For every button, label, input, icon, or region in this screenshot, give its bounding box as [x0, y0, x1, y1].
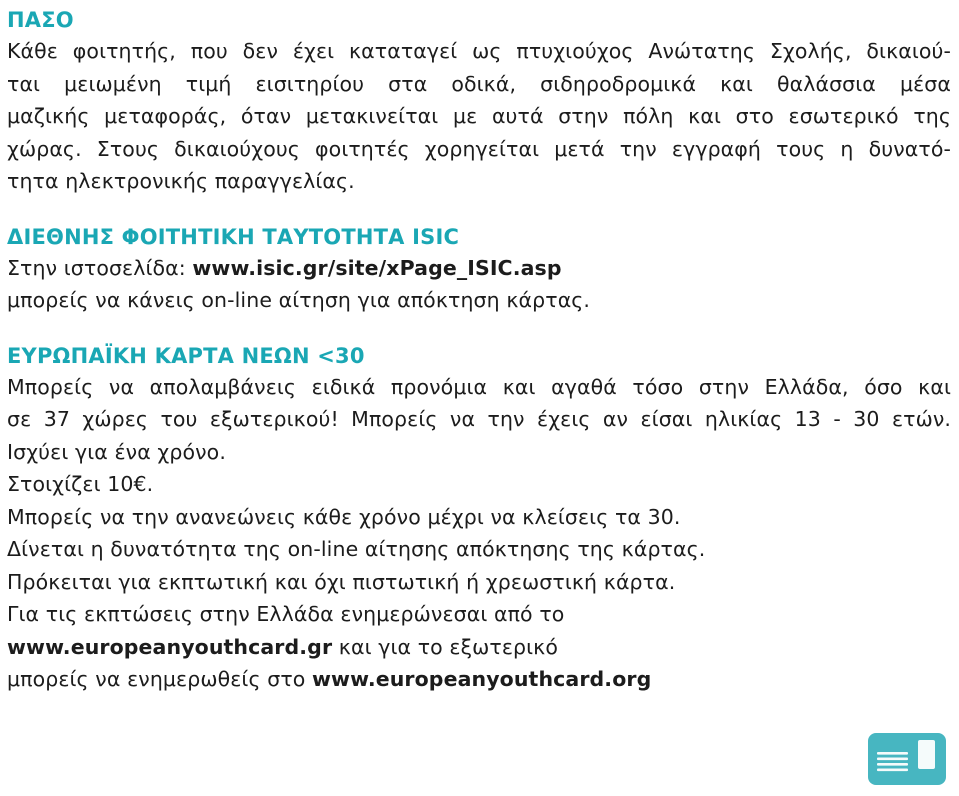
paragraph-line: Στοιχίζει 10€. — [7, 472, 154, 496]
eyc-url-gr-link[interactable]: www.europeanyouthcard.gr — [7, 634, 333, 659]
paragraph-line: σε 37 χώρες του εξωτερικού! Μπορείς να την έχεις αν είσαι ηλικίας 13 - 30 ετών. — [7, 407, 951, 431]
section-spacer — [7, 317, 951, 341]
section-paso — [7, 5, 951, 198]
paragraph-line: Πρόκειται για εκπτωτική και όχι πιστωτική ή χρεωστική κάρτα. — [7, 569, 676, 594]
section-isic — [7, 222, 951, 317]
paragraph-line: μαζικής μεταφοράς, όταν μετακινείται με αυτά στην πόλη και στο εσωτερικό της — [7, 104, 951, 128]
section-spacer — [7, 198, 951, 222]
eyc-url-org-line — [7, 663, 951, 696]
paragraph-line: χώρας. Στους δικαιούχους φοιτητές χορηγείται μετά την εγγραφή τους η δυνατό- — [7, 136, 951, 161]
eyc-before-url-org: μπορείς να ενημερωθείς στο — [7, 667, 313, 691]
id-card-icon — [868, 733, 946, 785]
isic-website-line — [7, 252, 951, 285]
eyc-url-org-link[interactable]: www.europeanyouthcard.org — [312, 667, 652, 691]
paragraph-line: μπορείς να κάνεις on-line αίτηση για απόκτηση κάρτας. — [7, 288, 591, 312]
paragraph-line: Ισχύει για ένα χρόνο. — [7, 439, 226, 464]
eyc-url-gr-line — [7, 631, 951, 664]
id-card-icon-graphic — [868, 733, 946, 785]
section-european-youth-card — [7, 341, 951, 696]
paragraph-line: ται μειωμένη τιμή εισιτηρίου στα οδικά, σιδηροδρομικά και θαλάσσια μέσα — [7, 71, 951, 96]
paragraph-line: Δίνεται η δυνατότητα της on-line αίτησης απόκτησης της κάρτας. — [7, 537, 706, 561]
isic-website-prefix: Στην ιστοσελίδα: — [7, 255, 193, 280]
isic-website-link[interactable]: www.isic.gr/site/xPage_ISIC.asp — [192, 255, 562, 280]
section-title-isic: ΔΙΕΘΝΗΣ ΦΟΙΤΗΤΙΚΗ ΤΑΥΤΟΤΗΤΑ ISIC — [7, 224, 460, 249]
section-title-european-youth-card: ΕΥΡΩΠΑΪΚΗ ΚΑΡΤΑ ΝΕΩΝ <30 — [7, 343, 365, 368]
section-title-paso: ΠΑΣΟ — [7, 8, 74, 32]
paragraph-line: Μπορείς να την ανανεώνεις κάθε χρόνο μέχρι να κλείσεις τα 30. — [7, 504, 681, 529]
paragraph-line: τητα ηλεκτρονικής παραγγελίας. — [7, 169, 355, 193]
paragraph-line: Κάθε φοιτητής, που δεν έχει καταταγεί ως πτυχιούχος Ανώτατης Σχολής, δικαιού- — [7, 39, 951, 63]
paragraph-line: Για τις εκπτώσεις στην Ελλάδα ενημερώνεσαι από το — [7, 602, 565, 626]
paragraph-line: Μπορείς να απολαμβάνεις ειδικά προνόμια και αγαθά τόσο στην Ελλάδα, όσο και — [7, 374, 951, 399]
document-page — [7, 5, 951, 696]
eyc-after-url-gr: και για το εξωτερικό — [332, 634, 559, 659]
